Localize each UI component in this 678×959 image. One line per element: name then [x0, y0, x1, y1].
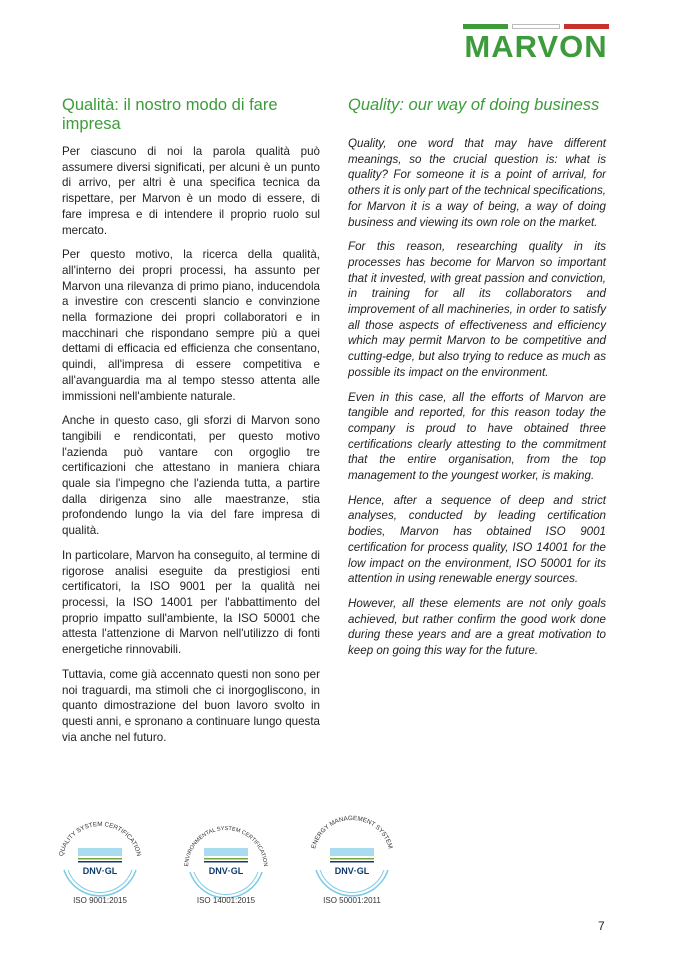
paragraph: Anche in questo caso, gli sforzi di Marvon sono tangibili e rendicontati, per questo motivo l'azienda può vantare con orgoglio tre certificazioni che attestano in maniera chiara quale sia l'impegno che l'azienda tutta, a partire dalla dirigenza sino alle maestranze, stia profondendo lungo la via del fare impresa di qualità. — [62, 414, 320, 538]
seal-iso-50001 — [302, 808, 402, 905]
paragraph: For this reason, researching quality in its processes has become for Marvon so important that it invested, with great passion and conviction, in training for all its collaborators and improvement of all machineries, in order to satisfy all those aspects of effectiveness and efficiency which may permit Marvon to be competitive and cutting-edge, but also trying to reduce as much as possible its impact on the environment. — [348, 240, 606, 379]
certification-seals — [50, 808, 402, 905]
paragraph: Per ciascuno di noi la parola qualità può assumere diversi significati, per alcuni è un punto di arrivo, per altri è una specifica tecnica da rispettare, per Marvon è un modo di essere, di fare impresa e di intendere il proprio ruolo sul mercato. — [62, 145, 320, 237]
english-column — [348, 96, 606, 668]
svg-text:DNV·GL: DNV·GL — [334, 866, 370, 876]
logo-text: MARVON — [464, 29, 608, 64]
paragraph: Tuttavia, come già accennato questi non sono per noi traguardi, ma stimoli che ci inorgogliscono, in quanto dimostrazione del buon lavoro svolto in questi anni, e spronano a continuare lungo questa via anche nel futuro. — [62, 667, 320, 744]
seal-iso-9001 — [50, 808, 150, 905]
svg-text:DNV·GL: DNV·GL — [208, 866, 244, 876]
dnv-gl-seal-icon — [50, 808, 150, 898]
paragraph: However, all these elements are not only goals achieved, but rather confirm the good work done during these years and are a great motivation to keep on going this way for the future. — [348, 596, 606, 658]
page-number: 7 — [598, 919, 605, 933]
svg-text:QUALITY SYSTEM CERTIFICATION: QUALITY SYSTEM CERTIFICATION — [57, 820, 143, 858]
paragraph: Even in this case, all the efforts of Marvon are tangible and reported, for this reason today the company is proud to have obtained three certifications clearly attesting to the commitment that the entire organisation, from the top management to the youngest worker, is making. — [348, 390, 606, 483]
dnv-gl-seal-icon — [176, 808, 276, 898]
svg-text:ENVIRONMENTAL SYSTEM CERTIFICA: ENVIRONMENTAL SYSTEM CERTIFICATION — [183, 825, 269, 867]
paragraph: Hence, after a sequence of deep and strict analyses, conducted by leading certification bodies, Marvon has obtained ISO 9001 certification for process quality, ISO 14001 for the low impact on the environment, ISO 50001 for its attention in using renewable energy sources. — [348, 493, 606, 586]
seal-iso-14001 — [176, 808, 276, 905]
paragraph: Quality, one word that may have different meanings, so the crucial question is: what is quality? For someone it is a point of arrival, for others it is only part of the technical specifications, for Marvon it is a way of being, a way of doing business and viewing its own role on the market. — [348, 137, 606, 229]
iso-standard-label: ISO 9001:2015 — [73, 896, 127, 905]
dnv-gl-seal-icon — [302, 808, 402, 898]
svg-text:DNV·GL: DNV·GL — [82, 866, 118, 876]
english-heading: Quality: our way of doing business — [348, 96, 600, 114]
iso-standard-label: ISO 50001:2011 — [323, 896, 381, 905]
italian-column — [62, 96, 320, 754]
italian-heading: Qualità: il nostro modo di fare impresa — [62, 96, 278, 133]
paragraph: Per questo motivo, la ricerca della qualità, all'interno dei propri processi, ha assunto per Marvon una rilevanza di primo piano, inducendola a investire con crescenti slancio e convinzione nella formazione dei propri collaboratori e in macchinari che rispondano sempre più a quei dettami di efficacia ed efficienza che consentano, quindi, all'impresa di essere competitiva e all'avanguardia ma al tempo stesso attenta alle immissioni nell'ambiente naturale. — [62, 248, 320, 403]
iso-standard-label: ISO 14001:2015 — [196, 896, 256, 905]
svg-text:ENERGY MANAGEMENT SYSTEM: ENERGY MANAGEMENT SYSTEM — [310, 814, 394, 850]
marvon-logo — [463, 24, 609, 62]
paragraph: In particolare, Marvon ha conseguito, al termine di rigorose analisi eseguite da prestigiosi enti certificatori, la ISO 9001 per la qualità nei processi, la ISO 14001 per l'abbattimento del proprio impatto sull'ambiente, la ISO 50001 che attesta l'attenzione di Marvon nell'utilizzo di fonti energetiche rinnovabili. — [62, 548, 320, 657]
